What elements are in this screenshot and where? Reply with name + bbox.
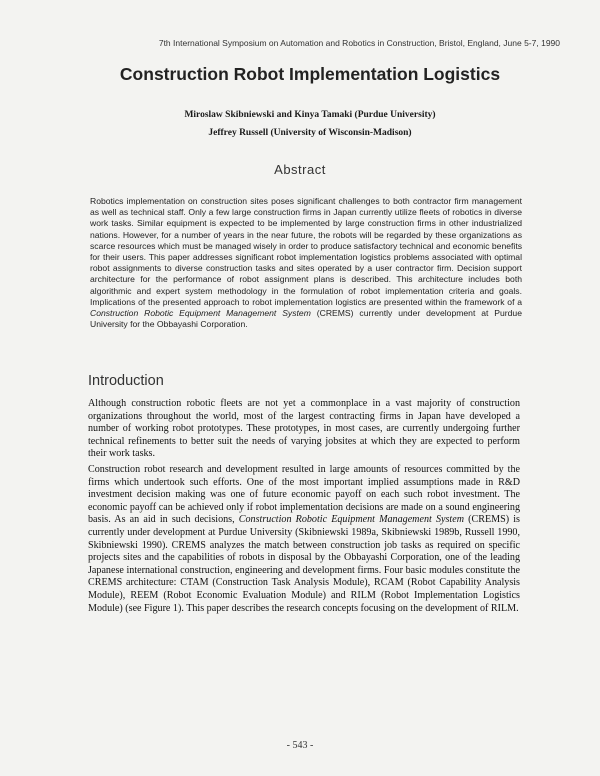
authors-line-2: Jeffrey Russell (University of Wisconsin-Madison) bbox=[208, 128, 412, 138]
introduction-paragraph-2-italic: Construction Robotic Equipment Management System bbox=[238, 514, 464, 526]
introduction-paragraph-2-part2: (CREMS) is currently under development at Purdue University (Skibniewski 1989a, Skibniewski 1989b, Russell 1990, Skibniewski 1990). CREMS analyzes the match between construction job tasks as required on specific projects sites and the capabilities of robots in disposal by the Obbayashi Corporation, one of the leading Japanese international construction, engineering and development firms. Four basic modules constitute the CREMS architecture: CTAM (Construction Task Analysis Module), RCAM (Robot Capability Analysis Module), REEM (Robot Economic Evaluation Module) and RILM (Robot Implementation Logistics Module) (see Figure 1). This paper describes the research concepts focusing on the development of RILM. bbox=[88, 514, 520, 614]
page-number: - 543 - bbox=[286, 740, 314, 751]
introduction-paragraph-2 bbox=[88, 464, 520, 615]
abstract-text bbox=[90, 196, 522, 330]
authors-line-1: Miroslaw Skibniewski and Kinya Tamaki (Purdue University) bbox=[184, 110, 436, 120]
abstract-heading: Abstract bbox=[274, 162, 326, 177]
introduction-heading: Introduction bbox=[88, 373, 164, 389]
abstract-text-part1: Robotics implementation on construction sites poses significant challenges to both contractor firm management as well as technical staff. Only a few large construction firms in Japan currently utilize fleets of robotics in diverse work tasks. Similar equipment is expected to be implemented by large construction firms in other industrialized nations. However, for a number of years in the near future, the robots will be regarded by these organizations as scarce resources which must be managed wisely in order to produce satisfactory technical and economic benefits for their users. This paper addresses significant robot implementation logistics problems associated with optimal robot assignments to diverse construction tasks and sites operated by a user contractor firm. Decision support architecture for the performance of robot assignment plans is described. This architecture includes both algorithmic and expert system methodology in the formulation of robot implementation criteria and goals. Implications of the presented approach to robot implementation logistics are presented within the framework of a bbox=[90, 196, 522, 307]
abstract-text-part2: (CREMS) currently under development at Purdue University for the Obbayashi Corporation. bbox=[90, 308, 522, 330]
introduction-paragraph-2-part1: Construction robot research and development resulted in large amounts of resources committed by the firms which undertook such efforts. One of the most important implied assumptions made in R&D investment decision making was one of future economic payoff on each such robot investment. The economic payoff can be achieved only if robot implementation decisions are made on a sound engineering basis. As an aid in such decisions, bbox=[88, 464, 520, 526]
running-header: 7th International Symposium on Automation and Robotics in Construction, Bristol, England, June 5-7, 1990 bbox=[158, 38, 560, 48]
paper-title: Construction Robot Implementation Logistics bbox=[119, 64, 501, 84]
abstract-text-italic: Construction Robotic Equipment Management System bbox=[90, 308, 311, 319]
introduction-paragraph-1: Although construction robotic fleets are not yet a commonplace in a vast majority of construction organizations throughout the world, most of the largest contracting firms in Japan have developed a number of working robot prototypes. These prototypes, in most cases, are currently undergoing further technical refinements to better suit the needs of varying jobsites at which they are expected to perform their work tasks. bbox=[88, 398, 520, 460]
